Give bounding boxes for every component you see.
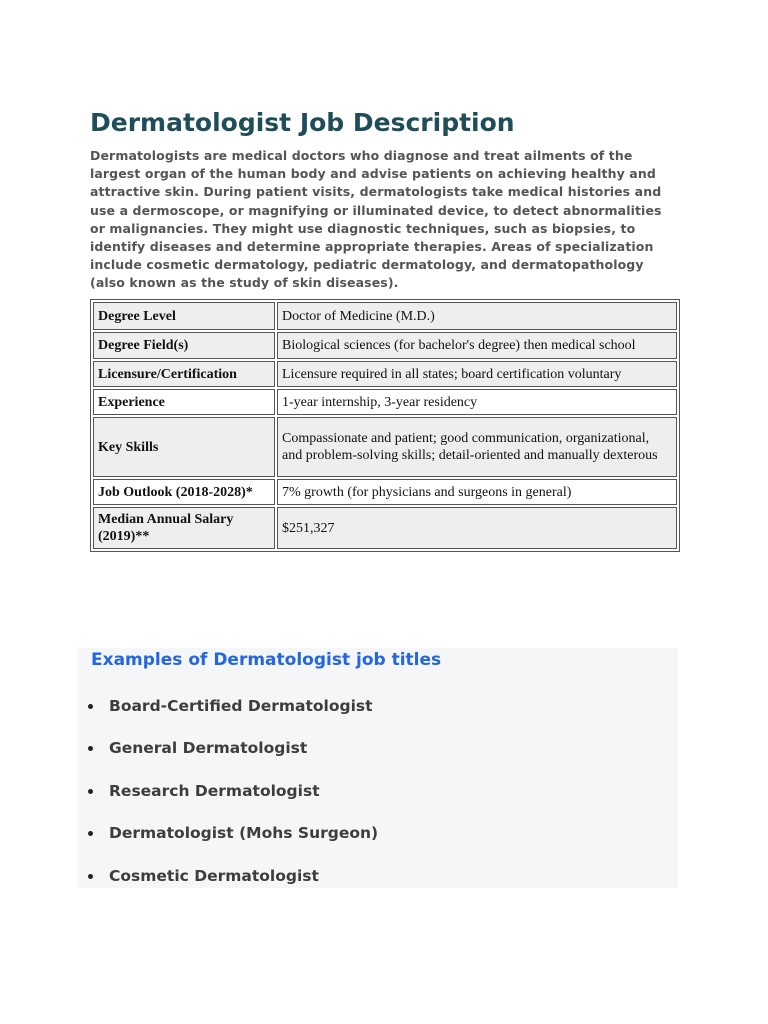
table-row bbox=[93, 361, 677, 387]
row-label: Licensure/Certification bbox=[93, 361, 275, 387]
row-value: Compassionate and patient; good communication, organizational, and problem-solving skills; detail-oriented and manually dexterous bbox=[277, 417, 677, 477]
row-label: Key Skills bbox=[93, 417, 275, 477]
row-label: Degree Level bbox=[93, 302, 275, 330]
job-title: Research Dermatologist bbox=[109, 782, 320, 800]
table-row bbox=[93, 332, 677, 359]
job-title: General Dermatologist bbox=[109, 739, 308, 757]
row-value: Doctor of Medicine (M.D.) bbox=[277, 302, 677, 330]
table-row bbox=[93, 507, 677, 549]
list-item bbox=[109, 867, 319, 885]
table-row bbox=[93, 389, 677, 415]
table-row bbox=[93, 417, 677, 477]
examples-section bbox=[78, 648, 678, 888]
list-item bbox=[109, 739, 307, 757]
row-value: 7% growth (for physicians and surgeons in general) bbox=[277, 479, 677, 505]
row-label: Job Outlook (2018-2028)* bbox=[93, 479, 275, 505]
bullet-icon bbox=[88, 704, 93, 709]
job-title: Board-Certified Dermatologist bbox=[109, 697, 373, 715]
bullet-icon bbox=[88, 831, 93, 836]
page-title: Dermatologist Job Description bbox=[90, 108, 515, 137]
bullet-icon bbox=[88, 789, 93, 794]
row-value: Biological sciences (for bachelor's degree) then medical school bbox=[277, 332, 677, 359]
bullet-icon bbox=[88, 746, 93, 751]
bullet-icon bbox=[88, 874, 93, 879]
job-title: Dermatologist (Mohs Surgeon) bbox=[109, 824, 379, 842]
row-label: Median Annual Salary (2019)** bbox=[93, 507, 275, 549]
career-info-table bbox=[90, 299, 680, 552]
job-title: Cosmetic Dermatologist bbox=[109, 867, 319, 885]
intro-paragraph: Dermatologists are medical doctors who diagnose and treat ailments of the largest organ of the human body and advise patients on achieving healthy and attractive skin. During patient visits, dermatologists take medical histories and use a dermoscope, or magnifying or illuminated device, to detect abnormalities or malignancies. They might use diagnostic techniques, such as biopsies, to identify diseases and determine appropriate therapies. Areas of specialization include cosmetic dermatology, pediatric dermatology, and dermatopathology (also known as the study of skin diseases). bbox=[90, 148, 662, 291]
table-row bbox=[93, 302, 677, 330]
row-value: $251,327 bbox=[277, 507, 677, 549]
row-value: Licensure required in all states; board certification voluntary bbox=[277, 361, 677, 387]
row-label: Degree Field(s) bbox=[93, 332, 275, 359]
list-item bbox=[109, 782, 320, 800]
table-row bbox=[93, 479, 677, 505]
row-label: Experience bbox=[93, 389, 275, 415]
row-value: 1-year internship, 3-year residency bbox=[277, 389, 677, 415]
examples-heading: Examples of Dermatologist job titles bbox=[91, 650, 442, 670]
list-item bbox=[109, 697, 373, 715]
list-item bbox=[109, 824, 378, 842]
